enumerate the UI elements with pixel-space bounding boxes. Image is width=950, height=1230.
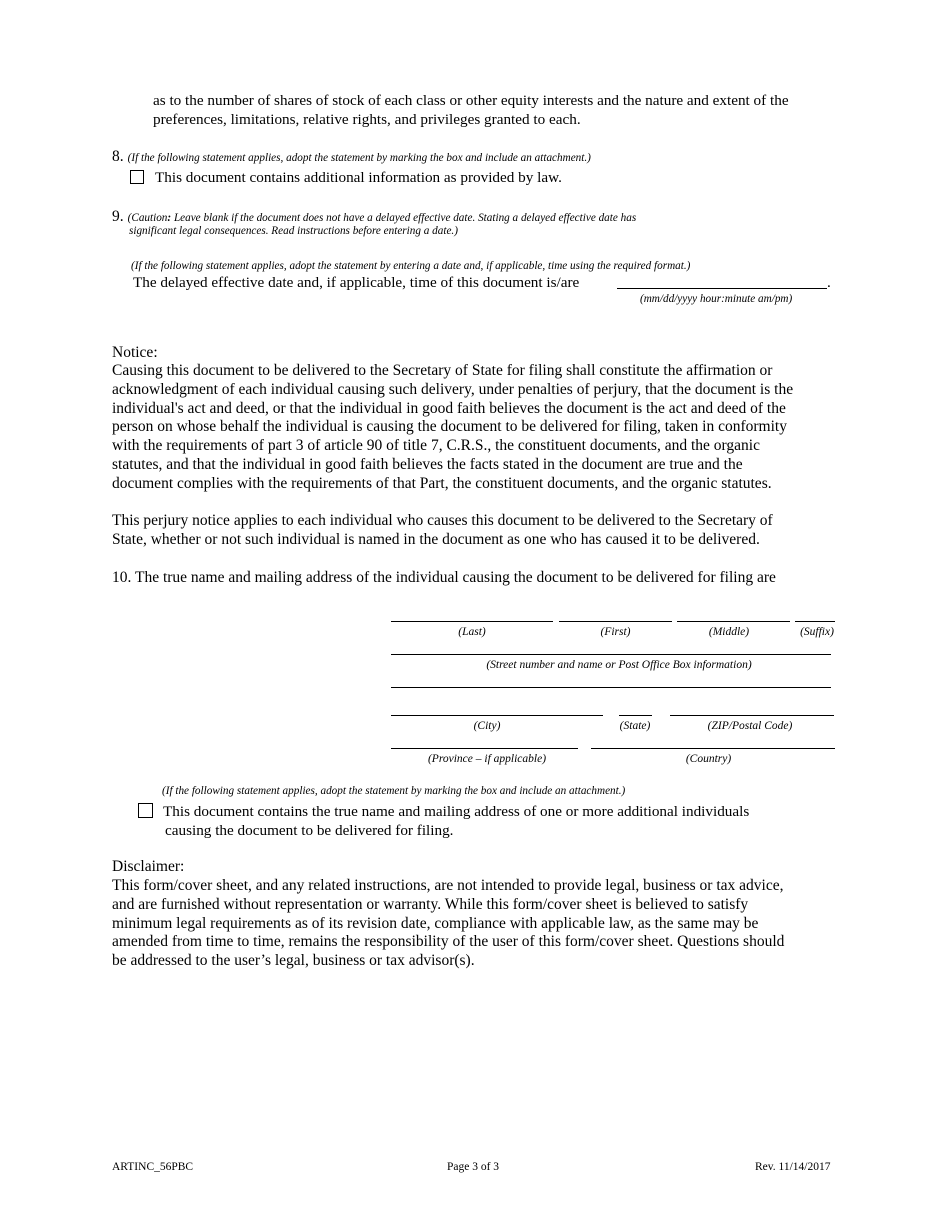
street-address-label: (Street number and name or Post Office Box information): [486, 659, 752, 671]
notice-p1-line: acknowledgment of each individual causing such delivery, under penalties of perjury, that the document is the: [112, 380, 794, 398]
notice-paragraph-2: [112, 512, 773, 550]
state-label: (State): [619, 720, 651, 732]
delayed-effective-date-period: .: [827, 274, 831, 291]
item-9-caution-colon: :: [167, 212, 172, 224]
disclaimer-heading: Disclaimer:: [112, 858, 185, 875]
item-9-number: 9.: [112, 208, 124, 225]
notice-p1-line: document complies with the requirements of that Part, the constituent documents, and the organic statutes.: [112, 474, 772, 492]
additional-info-checkbox[interactable]: [130, 170, 144, 184]
disclaimer-line: and are furnished without representation or warranty. While this form/cover sheet is believed to satisfy: [112, 895, 749, 913]
delayed-effective-date-statement: The delayed effective date and, if applicable, time of this document is/are: [133, 274, 580, 291]
country-field[interactable]: [591, 748, 835, 749]
middle-name-label: (Middle): [708, 626, 750, 638]
disclaimer-line: be addressed to the user’s legal, business or tax advisor(s).: [112, 952, 475, 970]
footer-form-id: ARTINC_56PBC: [112, 1161, 194, 1173]
middle-name-field[interactable]: [677, 621, 790, 622]
city-field[interactable]: [391, 715, 603, 716]
notice-p1-line: individual's act and deed, or that the individual in good faith believes the document is the act and deed of the: [112, 399, 786, 417]
province-label: (Province – if applicable): [427, 753, 547, 765]
additional-individuals-label: [163, 802, 749, 840]
zip-code-field[interactable]: [670, 715, 834, 716]
notice-p1-line: statutes, and that the individual in good faith believes the facts stated in the document are true and the: [112, 455, 743, 473]
item-8-instruction-row: [112, 147, 591, 166]
continuation-line-1: as to the number of shares of stock of each class or other equity interests and the nature and extent of the: [153, 92, 789, 109]
first-name-field[interactable]: [559, 621, 672, 622]
additional-individuals-label-line-2: causing the document to be delivered for filing.: [165, 822, 454, 839]
item-9-caution-start: (Caution: [127, 212, 168, 224]
zip-code-label: (ZIP/Postal Code): [707, 720, 793, 732]
item-9-caution-line-2: significant legal consequences. Read instructions before entering a date.): [129, 225, 458, 237]
additional-individuals-label-line-1: This document contains the true name and mailing address of one or more additional individuals: [163, 803, 750, 820]
footer-revision: Rev. 11/14/2017: [755, 1161, 831, 1173]
country-label: (Country): [685, 753, 732, 765]
footer-page-number: Page 3 of 3: [447, 1161, 500, 1173]
disclaimer-line: amended from time to time, remains the responsibility of the user of this form/cover sheet. Questions should: [112, 933, 785, 951]
first-name-label: (First): [600, 626, 631, 638]
city-label: (City): [473, 720, 501, 732]
notice-p1-line: person on whose behalf the individual is causing the document to be delivered for filing, taken in conformity: [112, 418, 787, 436]
additional-individuals-checkbox[interactable]: [138, 803, 153, 818]
disclaimer-line: minimum legal requirements as of its revision date, compliance with applicable law, as the same may be: [112, 914, 759, 932]
item-8-number: 8.: [112, 148, 124, 165]
province-field[interactable]: [391, 748, 578, 749]
suffix-label: (Suffix): [800, 626, 834, 638]
suffix-field[interactable]: [795, 621, 835, 622]
street-address-field[interactable]: [391, 654, 831, 655]
additional-individuals-instruction: (If the following statement applies, adopt the statement by marking the box and include an attachment.): [162, 785, 626, 797]
notice-paragraph-1: [112, 362, 793, 494]
notice-p1-line: Causing this document to be delivered to the Secretary of State for filing shall constitute the affirmation or: [112, 362, 773, 379]
item-10-statement: 10. The true name and mailing address of the individual causing the document to be delivered for filing are: [112, 569, 776, 586]
item-9-caution-text: Leave blank if the document does not have a delayed effective date. Stating a delayed effective date has: [171, 212, 637, 224]
street-address-line-2-field[interactable]: [391, 687, 831, 688]
delayed-effective-date-field[interactable]: [617, 288, 827, 289]
date-format-hint: (mm/dd/yyyy hour:minute am/pm): [640, 293, 793, 305]
last-name-label: (Last): [458, 626, 486, 638]
notice-p1-line: with the requirements of part 3 of article 90 of title 7, C.R.S., the constituent documents, and the organic: [112, 437, 760, 455]
disclaimer-paragraph: [112, 877, 784, 971]
item-9-instruction: (If the following statement applies, adopt the statement by entering a date and, if applicable, time using the required format.): [131, 260, 691, 272]
notice-p2-line: State, whether or not such individual is named in the document as one who has caused it to be delivered.: [112, 530, 760, 548]
continuation-text: [153, 91, 789, 129]
last-name-field[interactable]: [391, 621, 553, 622]
additional-info-checkbox-label: This document contains additional information as provided by law.: [155, 169, 562, 186]
state-field[interactable]: [619, 715, 652, 716]
continuation-line-2: preferences, limitations, relative rights, and privileges granted to each.: [153, 111, 581, 128]
notice-p2-line: This perjury notice applies to each individual who causes this document to be delivered to the Secretary of: [112, 512, 773, 529]
item-8-instruction: (If the following statement applies, adopt the statement by marking the box and include an attachment.): [127, 152, 591, 164]
notice-heading: Notice:: [112, 344, 158, 361]
disclaimer-line: This form/cover sheet, and any related instructions, are not intended to provide legal, business or tax advice,: [112, 877, 784, 894]
